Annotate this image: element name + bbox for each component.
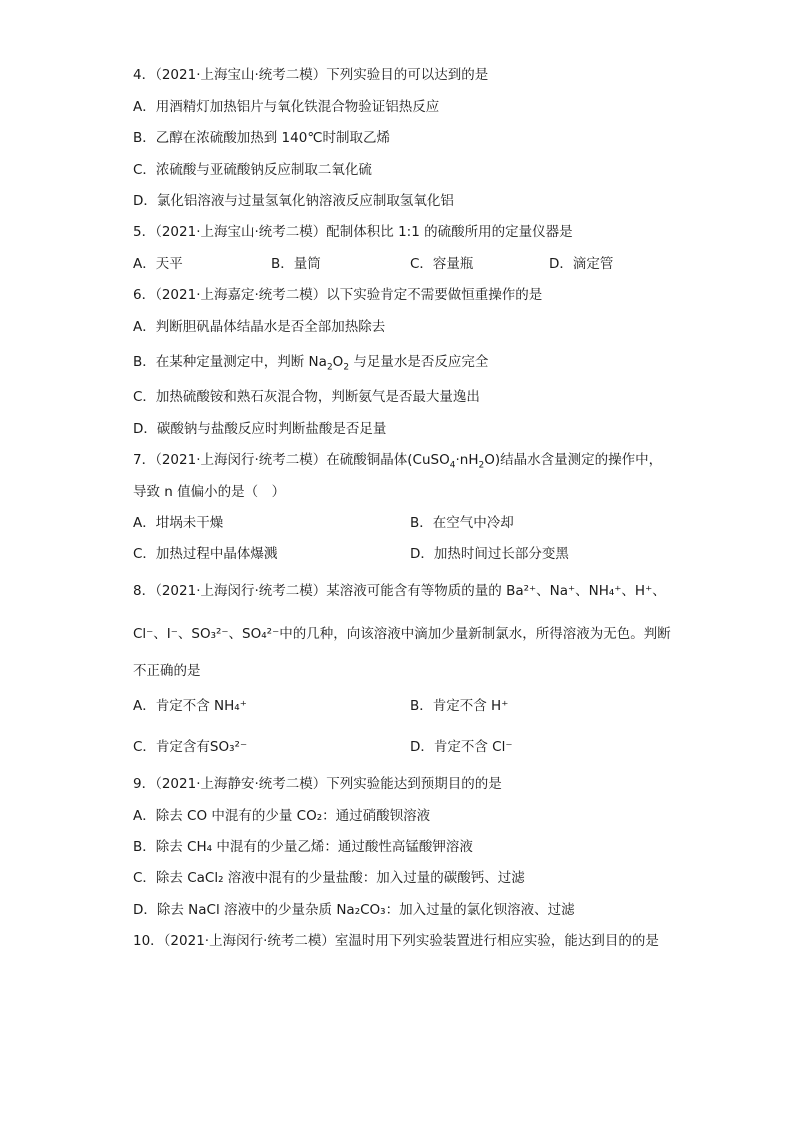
q9-option-b: B．除去 CH₄ 中混有的少量乙烯：通过酸性高锰酸钾溶液: [133, 839, 473, 855]
q4-stem: 4．（2021·上海宝山·统考二模）下列实验目的可以达到的是: [133, 67, 489, 83]
q5-option-b: B．量筒: [271, 256, 321, 272]
q9-option-a: A．除去 CO 中混有的少量 CO₂：通过硝酸钡溶液: [133, 808, 431, 824]
q8-option-a: A．肯定不含 NH₄⁺: [133, 698, 247, 714]
q4-option-c: C．浓硫酸与亚硫酸钠反应制取二氧化硫: [133, 162, 372, 178]
q6-b-sub1: 2: [326, 362, 333, 373]
q8-stem-line3: 不正确的是: [133, 663, 201, 679]
q6-stem: 6．（2021·上海嘉定·统考二模）以下实验肯定不需要做恒重操作的是: [133, 287, 543, 303]
q8-stem-line2: Cl⁻、I⁻、SO₃²⁻、SO₄²⁻中的几种，向该溶液中滴加少量新制氯水，所得溶液为无色。判断: [133, 626, 671, 642]
q7-stem-line2: 导致 n 值偏小的是（ ）: [133, 484, 286, 500]
q6-option-d: D．碳酸钠与盐酸反应时判断盐酸是否足量: [133, 421, 387, 437]
q6-b-sub2: 2: [343, 362, 350, 373]
q7-stem-sub2: 2: [478, 460, 485, 471]
q7-option-b: B．在空气中冷却: [410, 515, 514, 531]
q7-stem-post: O)结晶水含量测定的操作中，: [484, 452, 663, 468]
q10-stem: 10．（2021·上海闵行·统考二模）室温时用下列实验装置进行相应实验，能达到目的的是: [133, 933, 659, 949]
q5-option-c: C．容量瓶: [410, 256, 474, 272]
q6-option-b: [133, 353, 488, 371]
q6-option-a: A．判断胆矾晶体结晶水是否全部加热除去: [133, 319, 386, 335]
q4-option-a: A．用酒精灯加热铝片与氧化铁混合物验证铝热反应: [133, 99, 440, 115]
q9-stem: 9．（2021·上海静安·统考二模）下列实验能达到预期目的的是: [133, 776, 502, 792]
q5-option-d: D．滴定管: [549, 256, 614, 272]
q4-option-d: D．氯化铝溶液与过量氢氧化钠溶液反应制取氢氧化铝: [133, 193, 454, 209]
q7-stem: [133, 451, 662, 469]
q9-option-c: C．除去 CaCl₂ 溶液中混有的少量盐酸：加入过量的碳酸钙、过滤: [133, 870, 525, 886]
q7-stem-sub1: 4: [449, 460, 456, 471]
q4-option-b: B．乙醇在浓硫酸加热到 140℃时制取乙烯: [133, 130, 390, 146]
q7-option-a: A．坩埚未干燥: [133, 515, 224, 531]
q8-option-c: C．肯定含有SO₃²⁻: [133, 739, 248, 755]
q8-option-d: D．肯定不含 Cl⁻: [410, 739, 513, 755]
q6-b-text-post: 与足量水是否反应完全: [349, 354, 489, 370]
q6-b-text-pre: B．在某种定量测定中，判断 Na: [133, 354, 327, 370]
q5-stem: 5．（2021·上海宝山·统考二模）配制体积比 1:1 的硫酸所用的定量仪器是: [133, 224, 573, 240]
q7-stem-pre: 7．（2021·上海闵行·统考二模）在硫酸铜晶体(CuSO: [133, 452, 450, 468]
q7-stem-mid: ·nH: [455, 452, 479, 468]
q9-option-d: D．除去 NaCl 溶液中的少量杂质 Na₂CO₃：加入过量的氯化钡溶液、过滤: [133, 902, 575, 918]
q8-option-b: B．肯定不含 H⁺: [410, 698, 509, 714]
q6-option-c: C．加热硫酸铵和熟石灰混合物，判断氨气是否最大量逸出: [133, 389, 480, 405]
q7-option-c: C．加热过程中晶体爆溅: [133, 546, 278, 562]
q7-option-d: D．加热时间过长部分变黑: [410, 546, 569, 562]
q8-stem-line1: 8．（2021·上海闵行·统考二模）某溶液可能含有等物质的量的 Ba²⁺、Na⁺、NH₄⁺、H⁺、: [133, 583, 666, 599]
q6-b-text-mid: O: [332, 354, 344, 370]
q5-option-a: A．天平: [133, 256, 183, 272]
